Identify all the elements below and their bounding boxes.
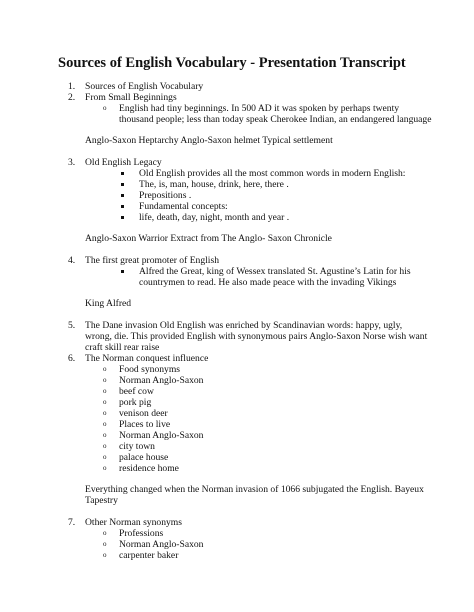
list-item-text: The Norman conquest influence — [85, 353, 209, 364]
square-bullet-icon — [121, 216, 124, 219]
bullet-item-text: countrymen to read. He also made peace with the invading Vikings — [139, 277, 397, 288]
paragraph-text: wrong, die. This provided English with synonymous pairs Anglo-Saxon Norse wish want — [85, 331, 428, 342]
hollow-bullet-icon: o — [103, 431, 107, 439]
hollow-bullet-icon: o — [103, 387, 107, 395]
hollow-bullet-icon: o — [103, 420, 107, 428]
hollow-bullet-icon: o — [103, 464, 107, 472]
paragraph-text: craft skill rear raise — [85, 342, 160, 353]
sub-item-text: pork pig — [119, 397, 152, 408]
sub-item-text: residence home — [119, 463, 179, 474]
page-title: Sources of English Vocabulary - Presentation Transcript — [58, 55, 406, 71]
hollow-bullet-icon: o — [103, 442, 107, 450]
hollow-bullet-icon: o — [103, 453, 107, 461]
sub-item-text: Places to live — [119, 419, 171, 430]
list-item-text: The first great promoter of English — [85, 255, 220, 266]
paragraph-text: Anglo-Saxon Heptarchy Anglo-Saxon helmet Typical settlement — [85, 135, 333, 146]
square-bullet-icon — [121, 194, 124, 197]
sub-item-text: city town — [119, 441, 155, 452]
bullet-item-text: life, death, day, night, month and year . — [139, 212, 290, 223]
hollow-bullet-icon: o — [103, 409, 107, 417]
list-number: 5. — [68, 320, 76, 331]
sub-item-text: English had tiny beginnings. In 500 AD it was spoken by perhaps twenty — [119, 103, 400, 114]
hollow-bullet-icon: o — [103, 540, 107, 548]
list-number: 7. — [68, 517, 76, 528]
bullet-item-text: Old English provides all the most common words in modern English: — [139, 168, 406, 179]
sub-item-text: Norman Anglo-Saxon — [119, 375, 204, 386]
bullet-item-text: The, is, man, house, drink, here, there . — [139, 179, 289, 190]
list-number: 1. — [68, 81, 76, 92]
square-bullet-icon — [121, 172, 124, 175]
sub-item-text: Norman Anglo-Saxon — [119, 539, 204, 550]
sub-item-text: palace house — [119, 452, 169, 463]
sub-item-text: carpenter baker — [119, 550, 179, 561]
paragraph-text: The Dane invasion Old English was enriched by Scandinavian words: happy, ugly, — [85, 320, 403, 331]
sub-item-text: Professions — [119, 528, 164, 539]
hollow-bullet-icon: o — [103, 376, 107, 384]
hollow-bullet-icon: o — [103, 551, 107, 559]
paragraph-text: Anglo-Saxon Warrior Extract from The Anglo- Saxon Chronicle — [85, 233, 332, 244]
square-bullet-icon — [121, 205, 124, 208]
list-number: 4. — [68, 255, 76, 266]
list-item-text: Other Norman synonyms — [85, 517, 182, 528]
sub-item-text: Norman Anglo-Saxon — [119, 430, 204, 441]
sub-item-text: thousand people; less than today speak Cherokee Indian, an endangered language — [119, 114, 432, 125]
square-bullet-icon — [121, 183, 124, 186]
list-number: 6. — [68, 353, 76, 364]
hollow-bullet-icon: o — [103, 398, 107, 406]
list-item-text: Old English Legacy — [85, 157, 162, 168]
square-bullet-icon — [121, 270, 124, 273]
bullet-item-text: Fundamental concepts: — [139, 201, 228, 212]
paragraph-text: Everything changed when the Norman invasion of 1066 subjugated the English. Bayeux — [85, 484, 424, 495]
bullet-item-text: Prepositions . — [139, 190, 192, 201]
list-item-text: Sources of English Vocabulary — [85, 81, 204, 92]
bullet-item-text: Alfred the Great, king of Wessex translated St. Agustine’s Latin for his — [139, 266, 411, 277]
hollow-bullet-icon: o — [103, 104, 107, 112]
sub-item-text: beef cow — [119, 386, 154, 397]
sub-item-text: venison deer — [119, 408, 168, 419]
list-item-text: From Small Beginnings — [85, 92, 177, 103]
hollow-bullet-icon: o — [103, 365, 107, 373]
hollow-bullet-icon: o — [103, 529, 107, 537]
paragraph-text: King Alfred — [85, 298, 132, 309]
paragraph-text: Tapestry — [85, 495, 118, 506]
list-number: 3. — [68, 157, 76, 168]
sub-item-text: Food synonyms — [119, 364, 181, 375]
list-number: 2. — [68, 92, 76, 103]
